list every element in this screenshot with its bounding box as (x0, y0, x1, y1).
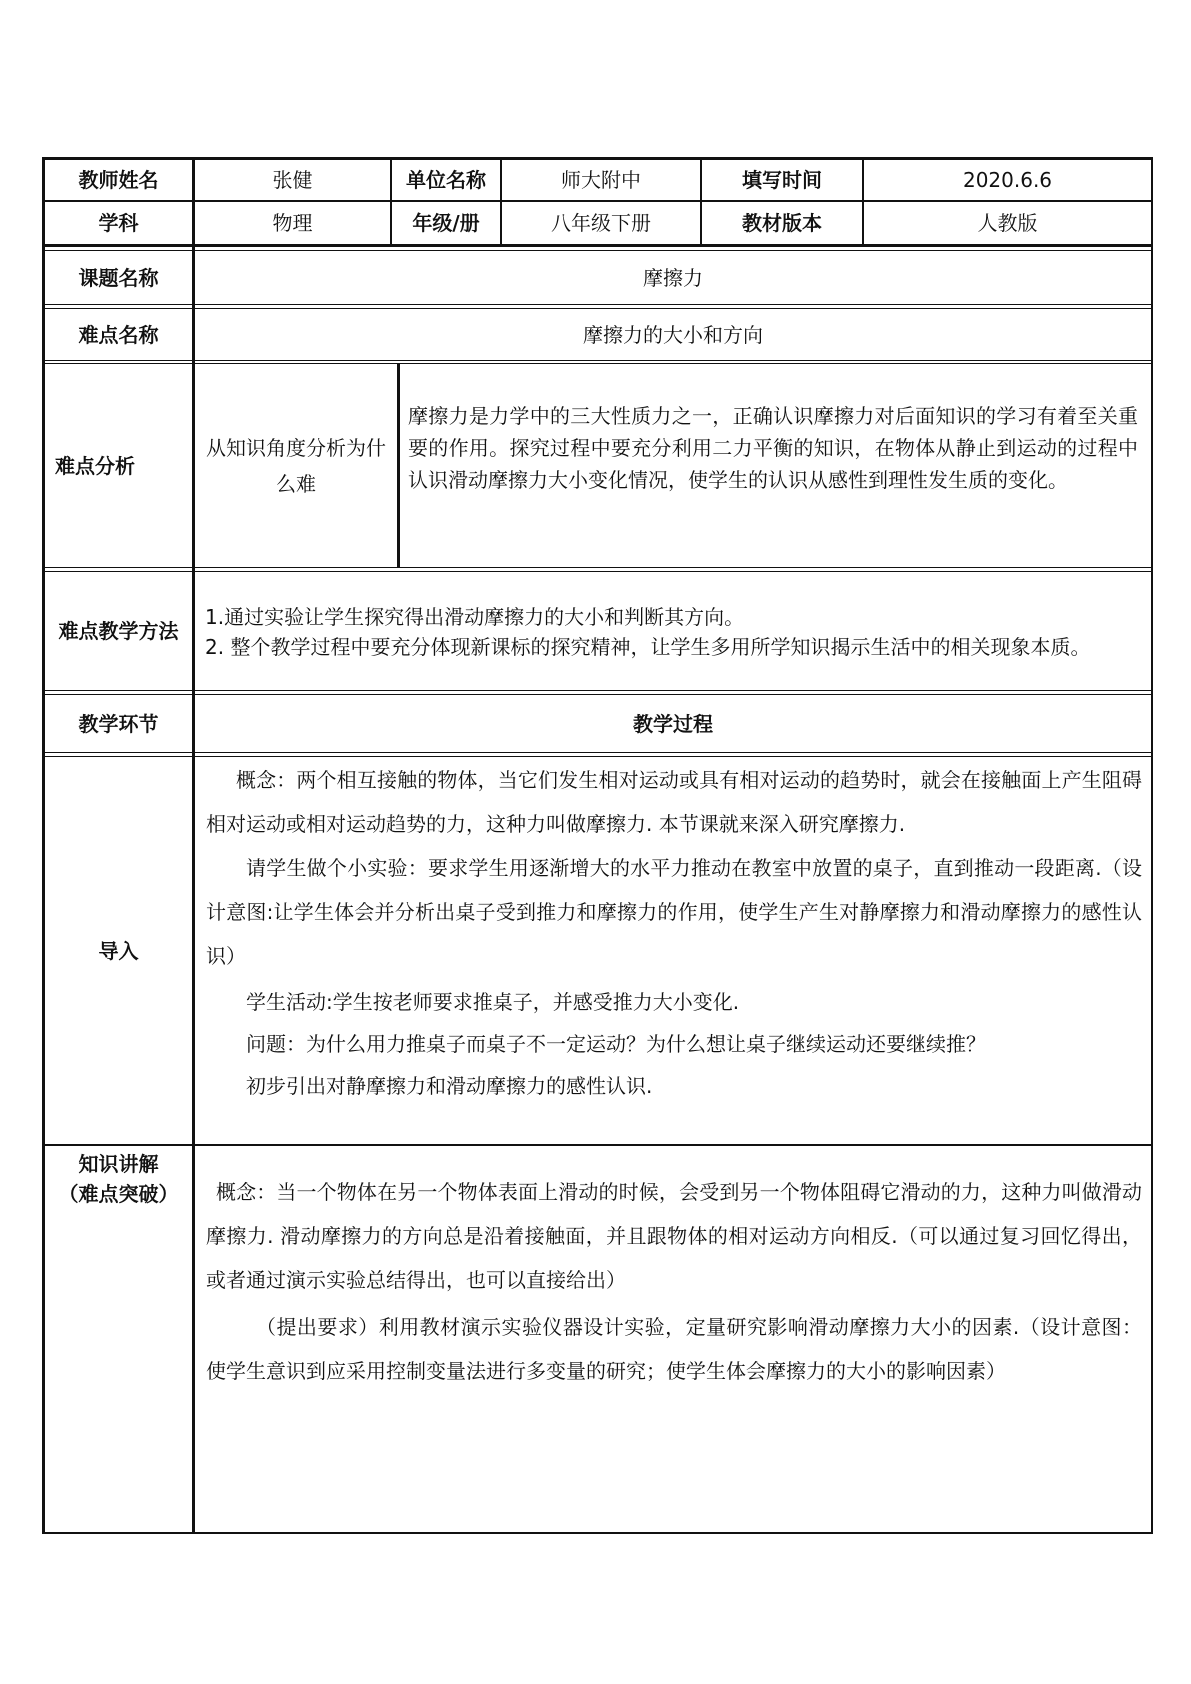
analysis-label: 难点分析 (55, 453, 135, 478)
intro-paragraph-1: 概念：两个相互接触的物体，当它们发生相对运动或具有相对运动的趋势时，就会在接触面上产生阻碍相对运动或相对运动趋势的力，这种力叫做摩擦力. 本节课就来深入研究摩擦力. (206, 768, 1142, 836)
teacher-name-value: 张健 (272, 168, 313, 192)
teaching-step-label: 教学环节 (78, 711, 159, 736)
analysis-text: 摩擦力是力学中的三大性质力之一，正确认识摩擦力对后面知识的学习有着至关重要的作用。探究过程中要充分利用二力平衡的知识，在物体从静止到运动的过程中认识滑动摩擦力大小变化情况，使学生的认识从感性到理性发生质的变化。 (408, 404, 1138, 492)
row-divider (42, 304, 1153, 305)
teacher-name-label: 教师姓名 (78, 168, 159, 192)
knowledge-label-line-1: 知识讲解 (78, 1152, 159, 1176)
fill-time-label: 填写时间 (742, 168, 822, 192)
textbook-edition-value: 人教版 (977, 211, 1038, 235)
row-divider (42, 360, 1153, 361)
method-line-2: 2. 整个教学过程中要充分体现新课标的探究精神，让学生多用所学知识揭示生活中的相关现象本质。 (205, 635, 1091, 659)
col-divider (192, 157, 195, 1534)
row-divider (42, 244, 1153, 247)
difficulty-label: 难点名称 (78, 322, 159, 347)
grade-value: 八年级下册 (551, 211, 651, 235)
knowledge-label-line-2: （难点突破） (58, 1182, 179, 1206)
topic-value: 摩擦力 (643, 265, 703, 290)
grade-label: 年级/册 (412, 211, 480, 235)
row-divider (42, 567, 1153, 568)
intro-paragraph-4: 问题：为什么用力推桌子而桌子不一定运动？为什么想让桌子继续运动还要继续推？ (246, 1032, 986, 1056)
knowledge-paragraph-1: 概念：当一个物体在另一个物体表面上滑动的时候，会受到另一个物体阻碍它滑动的力，这种力叫做滑动摩擦力. 滑动摩擦力的方向总是沿着接触面，并且跟物体的相对运动方向相反.（可以通过复习回忆得出，或者通过演示实验总结得出，也可以直接给出） (206, 1180, 1142, 1292)
col-divider (397, 363, 400, 568)
row-divider (42, 752, 1153, 753)
method-label: 难点教学方法 (58, 619, 179, 643)
fill-time-value: 2020.6.6 (962, 168, 1053, 192)
difficulty-value: 摩擦力的大小和方向 (583, 322, 763, 347)
knowledge-paragraph-2: （提出要求）利用教材演示实验仪器设计实验，定量研究影响滑动摩擦力大小的因素.（设计意图：使学生意识到应采用控制变量法进行多变量的研究；使学生体会摩擦力的大小的影响因素） (206, 1315, 1142, 1383)
row-divider (42, 1144, 1153, 1146)
textbook-edition-label: 教材版本 (742, 211, 822, 235)
method-line-1: 1.通过实验让学生探究得出滑动摩擦力的大小和判断其方向。 (205, 605, 745, 629)
subject-label: 学科 (98, 211, 139, 235)
unit-name-label: 单位名称 (406, 168, 486, 192)
intro-paragraph-5: 初步引出对静摩擦力和滑动摩擦力的感性认识. (246, 1074, 653, 1098)
subject-value: 物理 (272, 211, 313, 235)
analysis-sub-label: 从知识角度分析为什么难 (206, 435, 386, 496)
table-border-bottom (42, 1532, 1153, 1534)
unit-name-value: 师大附中 (561, 168, 641, 192)
row-divider (42, 571, 1153, 572)
intro-label: 导入 (98, 938, 139, 963)
topic-label: 课题名称 (78, 265, 159, 290)
intro-paragraph-2: 请学生做个小实验：要求学生用逐渐增大的水平力推动在教室中放置的桌子，直到推动一段距离.（设计意图:让学生体会并分析出桌子受到推力和摩擦力的作用，使学生产生对静摩擦力和滑动摩擦力的感性认识） (206, 856, 1142, 968)
row-divider (42, 690, 1153, 691)
row-divider (42, 756, 1153, 757)
teaching-process-label: 教学过程 (633, 711, 713, 736)
intro-paragraph-3: 学生活动:学生按老师要求推桌子，并感受推力大小变化. (246, 990, 740, 1014)
